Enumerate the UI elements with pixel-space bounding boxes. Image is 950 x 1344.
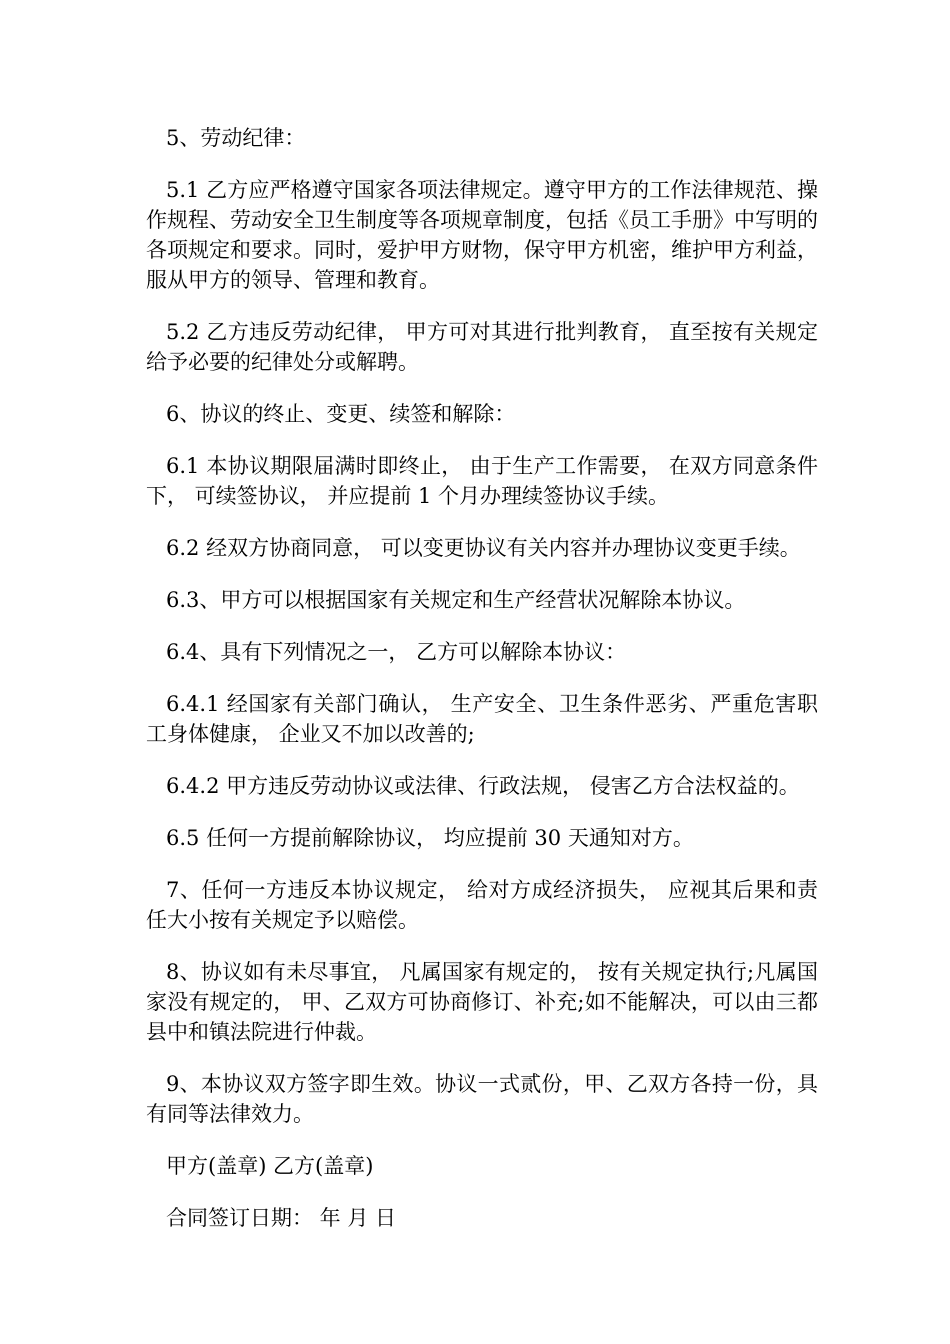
clause-6-4-2: 6.4.2 甲方违反劳动协议或法律、行政法规， 侵害乙方合法权益的。 bbox=[166, 774, 800, 798]
clause-5-1: 5.1 乙方应严格遵守国家各项法律规定。遵守甲方的工作法律规范、操作规程、劳动安全卫生制度等各项规章制度，包括《员工手册》中写明的各项规定和要求。同时，爱护甲方财物，保守甲方机密，维护甲方利益，服从甲方的领导、管理和教育。 bbox=[146, 178, 818, 292]
signing-date-line: 合同签订日期： 年 月 日 bbox=[166, 1206, 397, 1230]
clause-6-4-1: 6.4.1 经国家有关部门确认， 生产安全、卫生条件恶劣、严重危害职工身体健康， 企业又不加以改善的; bbox=[146, 692, 818, 746]
section-9: 9、本协议双方签字即生效。协议一式贰份，甲、乙双方各持一份，具有同等法律效力。 bbox=[146, 1072, 818, 1126]
clause-5-2: 5.2 乙方违反劳动纪律， 甲方可对其进行批判教育， 直至按有关规定给予必要的纪律处分或解聘。 bbox=[146, 320, 818, 374]
clause-6-5: 6.5 任何一方提前解除协议， 均应提前 30 天通知对方。 bbox=[166, 826, 694, 850]
section-6-heading: 6、协议的终止、变更、续签和解除： bbox=[166, 402, 516, 426]
section-7: 7、任何一方违反本协议规定， 给对方成经济损失， 应视其后果和责任大小按有关规定予以赔偿。 bbox=[146, 878, 818, 932]
clause-6-3: 6.3、甲方可以根据国家有关规定和生产经营状况解除本协议。 bbox=[166, 588, 746, 612]
clause-6-2: 6.2 经双方协商同意， 可以变更协议有关内容并办理协议变更手续。 bbox=[166, 536, 801, 560]
document-body bbox=[146, 123, 818, 1255]
section-5-heading: 5、劳动纪律： bbox=[166, 126, 306, 150]
signature-line: 甲方(盖章) 乙方(盖章) bbox=[166, 1154, 374, 1178]
clause-6-1: 6.1 本协议期限届满时即终止， 由于生产工作需要， 在双方同意条件下， 可续签协议， 并应提前 1 个月办理续签协议手续。 bbox=[146, 454, 818, 508]
section-8: 8、协议如有未尽事宜， 凡属国家有规定的， 按有关规定执行;凡属国家没有规定的， 甲、乙双方可协商修订、补充;如不能解决，可以由三都县中和镇法院进行仲裁。 bbox=[146, 960, 818, 1044]
clause-6-4: 6.4、具有下列情况之一， 乙方可以解除本协议： bbox=[166, 640, 627, 664]
